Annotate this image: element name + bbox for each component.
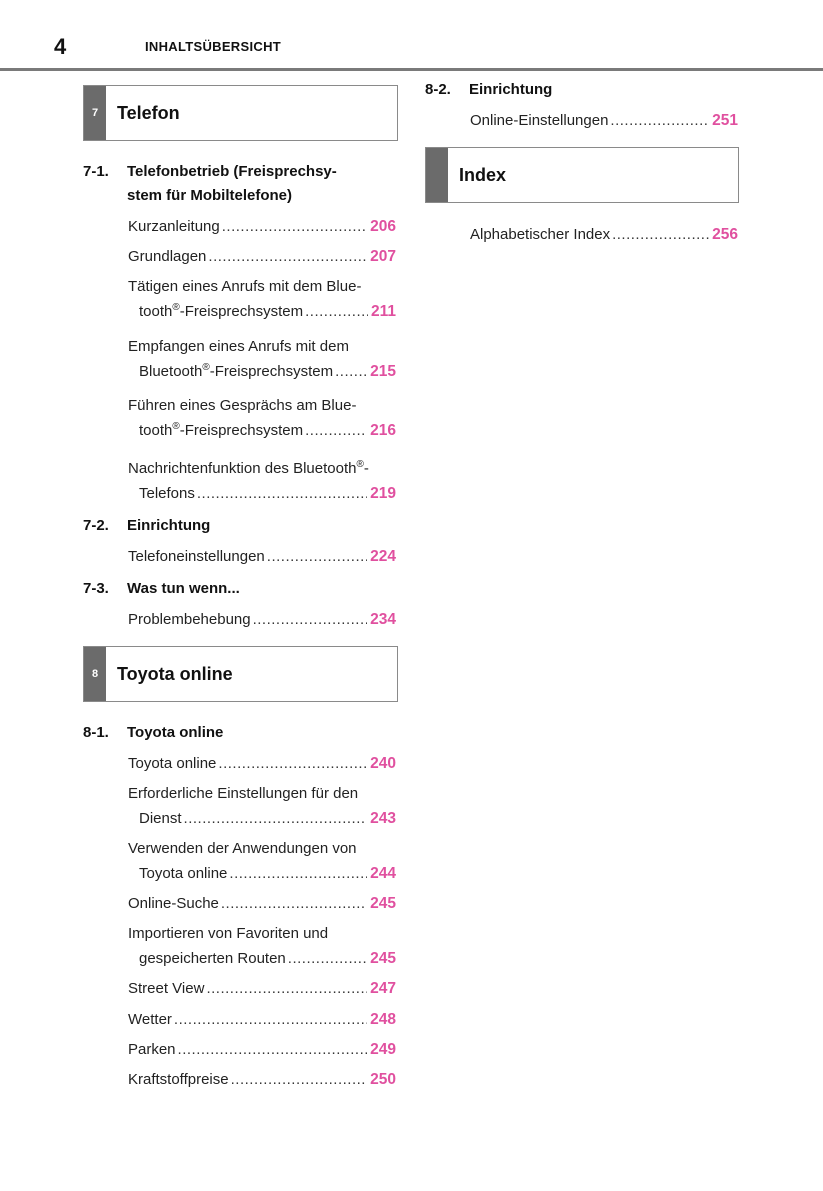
subsection-number: 7-2.: [83, 517, 109, 534]
page-ref[interactable]: 245: [370, 895, 396, 912]
page-ref[interactable]: 247: [370, 980, 396, 997]
page-ref[interactable]: 256: [712, 226, 738, 243]
section-7-tab: 7: [84, 86, 106, 140]
subsection-7-1: [83, 160, 383, 210]
toc-entry-toyota-online[interactable]: Toyota online ..... 240: [128, 751, 396, 776]
section-8-box[interactable]: [83, 646, 398, 702]
page-ref[interactable]: 244: [370, 865, 396, 882]
page-ref[interactable]: 216: [370, 422, 396, 439]
page-ref[interactable]: 240: [370, 755, 396, 772]
toc-entry-taetigen-anruf[interactable]: Tätigen eines Anrufs mit dem Blue- tooth®-Freisprechsystem ..... 211: [128, 274, 396, 324]
subsection-8-2: [425, 78, 725, 102]
page-ref[interactable]: 250: [370, 1071, 396, 1088]
page-ref[interactable]: 224: [370, 548, 396, 565]
page-ref[interactable]: 215: [370, 363, 396, 380]
subsection-title: Was tun wenn...: [127, 580, 240, 597]
section-7-title: Telefon: [117, 102, 180, 123]
toc-entry-street-view[interactable]: Street View ..... 247: [128, 976, 396, 1001]
page-ref[interactable]: 243: [370, 810, 396, 827]
toc-entry-problembehebung[interactable]: Problembehebung ..... 234: [128, 607, 396, 632]
toc-entry-nachrichtenfunktion[interactable]: Nachrichtenfunktion des Bluetooth®- Telefons ..... 219: [128, 456, 396, 506]
index-section-box[interactable]: [425, 147, 739, 203]
section-8-tab: 8: [84, 647, 106, 701]
toc-entry-online-suche[interactable]: Online-Suche ..... 245: [128, 891, 396, 916]
subsection-7-3: [83, 577, 383, 601]
toc-entry-online-einstellungen[interactable]: Online-Einstellungen ..... 251: [470, 108, 738, 133]
subsection-number: 8-2.: [425, 81, 451, 98]
page-ref[interactable]: 249: [370, 1041, 396, 1058]
toc-entry-kraftstoffpreise[interactable]: Kraftstoffpreise ..... 250: [128, 1067, 396, 1092]
page-ref[interactable]: 206: [370, 218, 396, 235]
page-ref[interactable]: 234: [370, 611, 396, 628]
section-7-box[interactable]: [83, 85, 398, 141]
subsection-7-2: [83, 514, 383, 538]
section-8-title: Toyota online: [117, 663, 233, 684]
subsection-title: Einrichtung: [127, 517, 211, 534]
index-title: Index: [459, 164, 507, 185]
subsection-number: 7-1.: [83, 163, 109, 180]
toc-entry-empfangen-anruf[interactable]: Empfangen eines Anrufs mit dem Bluetooth®-Freisprechsystem ..... 215: [128, 334, 396, 384]
toc-entry-alphabetischer-index[interactable]: Alphabetischer Index ..... 256: [470, 222, 738, 247]
page-ref[interactable]: 207: [370, 248, 396, 265]
subsection-title: Telefonbetrieb (Freisprechsy- stem für Mobiltelefone): [127, 163, 337, 204]
page-number: 4: [54, 34, 67, 59]
header-divider: [0, 68, 823, 71]
toc-entry-kurzanleitung[interactable]: Kurzanleitung ..... 206: [128, 214, 396, 239]
subsection-number: 7-3.: [83, 580, 109, 597]
page-ref[interactable]: 211: [370, 303, 396, 320]
toc-entry-verwenden-anwendungen[interactable]: Verwenden der Anwendungen von Toyota online ..... 244: [128, 836, 396, 886]
toc-entry-erforderliche-einstellungen[interactable]: Erforderliche Einstellungen für den Dienst ..... 243: [128, 781, 396, 831]
page-ref[interactable]: 219: [370, 485, 396, 502]
subsection-number: 8-1.: [83, 724, 109, 741]
toc-entry-fuehren-gespraech[interactable]: Führen eines Gesprächs am Blue- tooth®-Freisprechsystem ..... 216: [128, 393, 396, 443]
toc-entry-importieren-favoriten[interactable]: Importieren von Favoriten und gespeicherten Routen ..... 245: [128, 921, 396, 971]
toc-entry-grundlagen[interactable]: Grundlagen ..... 207: [128, 244, 396, 269]
subsection-title: Toyota online: [127, 724, 224, 741]
page-ref[interactable]: 245: [370, 950, 396, 967]
page-ref[interactable]: 251: [712, 112, 738, 129]
page-ref[interactable]: 248: [370, 1011, 396, 1028]
toc-entry-telefoneinstellungen[interactable]: Telefoneinstellungen ..... 224: [128, 544, 396, 569]
header-title: INHALTSÜBERSICHT: [145, 39, 281, 54]
index-tab: [426, 148, 448, 202]
page-header: [0, 0, 823, 70]
toc-entry-wetter[interactable]: Wetter ..... 248: [128, 1007, 396, 1032]
toc-entry-parken[interactable]: Parken ..... 249: [128, 1037, 396, 1062]
subsection-8-1: [83, 721, 383, 745]
subsection-title: Einrichtung: [469, 81, 553, 98]
